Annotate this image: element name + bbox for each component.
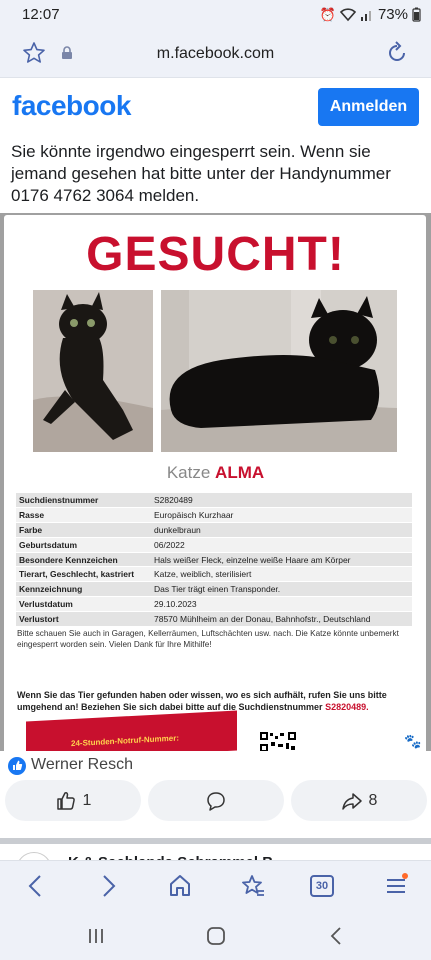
battery-icon — [412, 7, 421, 22]
table-row — [16, 508, 412, 523]
signal-icon — [360, 9, 374, 21]
cat-photo-left — [33, 290, 153, 452]
share-button[interactable] — [291, 780, 427, 821]
post-actions — [0, 780, 431, 824]
tabs-button[interactable]: 30 — [310, 875, 334, 897]
like-count: 1 — [82, 791, 92, 809]
table-key: Suchdienstnummer — [16, 493, 151, 508]
table-row — [16, 597, 412, 612]
reactions-row — [0, 751, 431, 779]
back-arrow-icon[interactable] — [26, 873, 46, 899]
cat-name — [0, 463, 431, 483]
table-row — [16, 493, 412, 508]
table-value: 78570 Mühlheim an der Donau, Bahnhofstr., Deutschland — [151, 611, 412, 626]
table-value: Katze, weiblich, sterilisiert — [151, 567, 412, 582]
thumbs-up-icon — [55, 790, 77, 812]
callout-text: Wenn Sie das Tier gefunden haben oder wissen, wo es sich aufhält, rufen Sie uns bitte umgehend an! Beziehen Sie sich dabei bitte auf die Suchdienstnummer — [17, 690, 387, 712]
url-text[interactable]: m.facebook.com — [156, 45, 275, 62]
login-button[interactable]: Anmelden — [318, 88, 419, 126]
menu-icon[interactable] — [384, 873, 408, 904]
table-row — [16, 567, 412, 582]
battery-percent: 73% — [377, 6, 408, 23]
wifi-icon — [340, 8, 356, 22]
table-key: Verlustort — [16, 611, 151, 626]
table-value: Hals weißer Fleck, einzelne weiße Haare am Körper — [151, 552, 412, 567]
cat-photo-right — [161, 290, 397, 452]
table-value: S2820489 — [151, 493, 412, 508]
table-value: dunkelbraun — [151, 523, 412, 538]
table-key: Tierart, Geschlecht, kastriert — [16, 567, 151, 582]
info-table — [16, 493, 412, 627]
table-row — [16, 582, 412, 597]
comment-icon — [205, 790, 227, 812]
qr-code-icon — [260, 732, 296, 752]
forward-arrow-icon[interactable] — [98, 873, 118, 899]
bookmarks-icon[interactable] — [240, 873, 266, 899]
poster-title: GESUCHT! — [86, 228, 345, 281]
recent-apps-icon[interactable] — [86, 925, 106, 947]
table-key: Farbe — [16, 523, 151, 538]
animal-prefix: Katze — [166, 463, 211, 482]
system-back-icon[interactable] — [328, 925, 344, 947]
table-value: 29.10.2023 — [151, 597, 412, 612]
table-value: Europäisch Kurzhaar — [151, 508, 412, 523]
table-key: Verlustdatum — [16, 597, 151, 612]
share-icon — [341, 790, 363, 812]
reload-icon[interactable] — [385, 41, 409, 65]
table-row — [16, 552, 412, 567]
poster-callout — [17, 689, 417, 713]
like-reaction-icon — [8, 757, 26, 775]
address-bar — [0, 30, 431, 78]
table-key: Geburtsdatum — [16, 537, 151, 552]
facebook-header — [0, 78, 431, 140]
facebook-logo[interactable]: facebook — [12, 90, 131, 121]
table-value: 06/2022 — [151, 537, 412, 552]
table-value: Das Tier trägt einen Transponder. — [151, 582, 412, 597]
poster-note: Bitte schauen Sie auch in Garagen, Kellerräumen, Luftschächten usw. nach. Die Katze könnte unbemerkt eingesperrt worden sein. Vielen Dank für Ihre Mithilfe! — [17, 629, 399, 649]
next-post-preview — [0, 844, 431, 860]
table-key: Besondere Kennzeichen — [16, 552, 151, 567]
hotline-label: 24-Stunden-Notruf-Nummer: — [71, 733, 179, 749]
paw-icon: 🐾 — [404, 733, 422, 749]
table-key: Kennzeichnung — [16, 582, 151, 597]
alarm-icon: ⏰ — [319, 6, 336, 22]
table-key: Rasse — [16, 508, 151, 523]
callout-number: S2820489. — [325, 702, 369, 712]
comment-button[interactable] — [148, 780, 284, 821]
table-row — [16, 523, 412, 538]
like-button[interactable] — [5, 780, 141, 821]
status-bar — [0, 0, 431, 30]
home-icon[interactable] — [168, 873, 192, 899]
table-row — [16, 537, 412, 552]
share-count: 8 — [368, 791, 378, 809]
animal-name: ALMA — [215, 463, 265, 482]
table-row — [16, 611, 412, 626]
status-icons — [320, 6, 421, 23]
reactor-name[interactable]: Werner Resch — [31, 756, 133, 773]
home-button-icon[interactable] — [205, 925, 227, 947]
post-text: Sie könnte irgendwo eingesperrt sein. Wenn sie jemand gesehen hat bitte unter der Handynummer 0176 4762 3064 melden. — [11, 142, 391, 205]
system-nav-bar — [0, 912, 431, 960]
browser-toolbar — [0, 860, 431, 912]
clock: 12:07 — [22, 6, 60, 23]
